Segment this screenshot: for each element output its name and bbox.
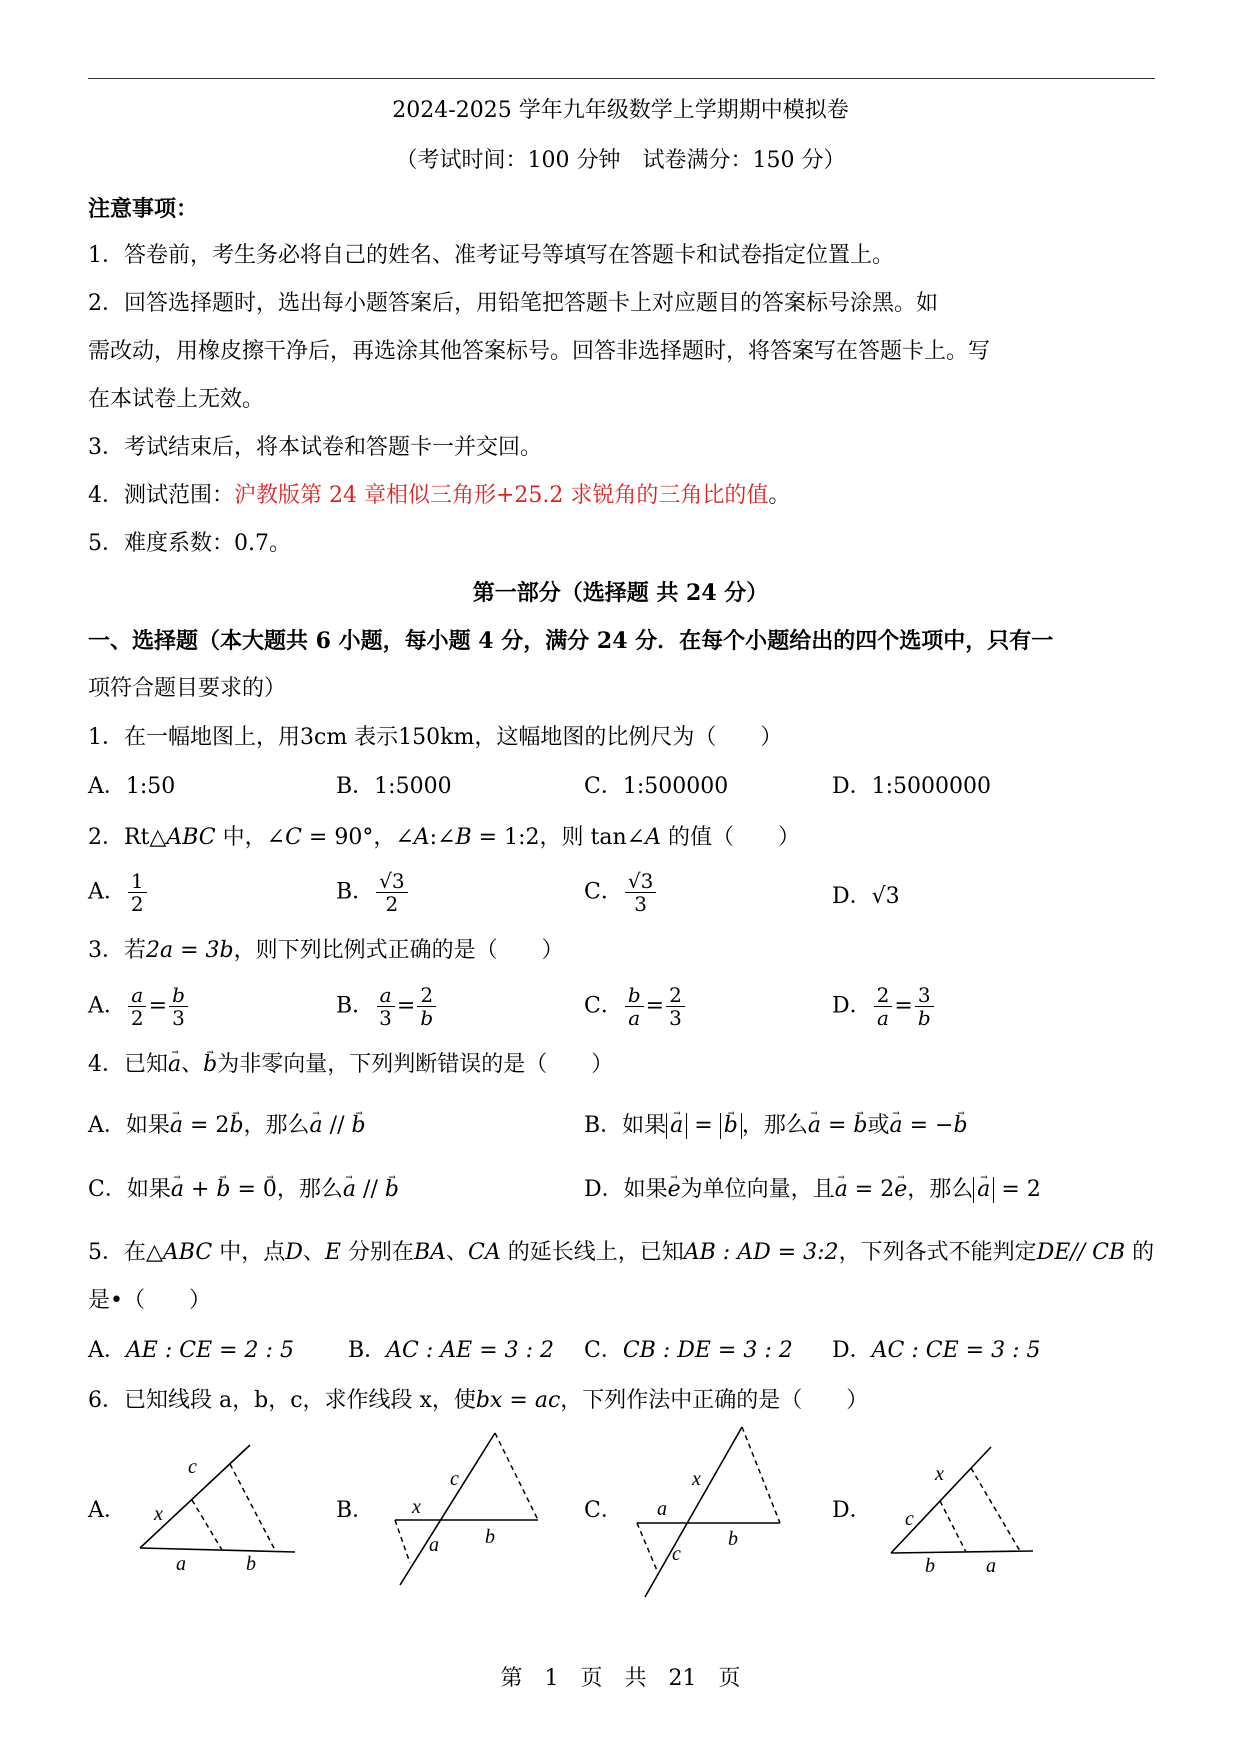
q2-stem-part: = 90°，∠ <box>301 825 414 850</box>
q1-stem: 1．在一幅地图上，用3cm 表示150km，这幅地图的比例尺为（ ） <box>88 725 783 750</box>
q2-var: A <box>413 825 430 850</box>
fig-dashed-line <box>637 1523 658 1573</box>
fig-label-x: x <box>692 1468 701 1490</box>
q5-stem-part: 、 <box>446 1240 469 1265</box>
numerator: 1 <box>128 870 147 893</box>
q5-stem-part: 中，点 <box>212 1240 286 1265</box>
section-1-line-2: 项符合题目要求的） <box>88 676 287 701</box>
option-text: ，那么 <box>741 1113 808 1138</box>
q5-ratio: AB : AD = 3:2 <box>683 1240 839 1265</box>
vector-b: → b <box>724 1113 738 1139</box>
numerator: b <box>625 984 644 1007</box>
numerator: a <box>128 984 146 1007</box>
vector-a: → a <box>977 1177 990 1203</box>
numerator: 2 <box>417 984 436 1007</box>
q5-var: D <box>285 1240 303 1265</box>
zero-vector: → 0 <box>263 1175 277 1205</box>
q3-stem <box>88 936 564 966</box>
option-label: A． <box>88 879 126 905</box>
q4-stem-part: 4．已知 <box>88 1052 168 1077</box>
q1-option-c: C．1:500000 <box>584 774 729 799</box>
q3-equation: 2a = 3b <box>146 938 234 963</box>
option-label: A． <box>88 1338 126 1363</box>
q2-stem <box>88 823 800 853</box>
option-label: C． <box>584 993 623 1019</box>
q2-stem-part: 的值（ ） <box>660 825 800 850</box>
fig-label-b: b <box>246 1553 256 1575</box>
magnitude <box>973 1177 994 1203</box>
fig-label-b: b <box>925 1555 935 1575</box>
q5-option-a <box>88 1336 294 1366</box>
q2-stem-part: 中，∠ <box>215 825 286 850</box>
vector-a: → a <box>808 1111 821 1141</box>
vector-b: → b <box>385 1175 399 1205</box>
q5-option-c <box>584 1336 793 1366</box>
vector-b: → b <box>351 1111 365 1141</box>
fig-dashed-line <box>495 1433 538 1520</box>
q5-stem-part: 、 <box>302 1240 325 1265</box>
fraction <box>625 870 656 915</box>
option-label: D． <box>832 884 872 909</box>
option-label: B． <box>348 1338 387 1363</box>
q6-option-a-label: A． <box>88 1498 126 1523</box>
option-text: ，那么 <box>243 1113 310 1138</box>
sqrt-value: √3 <box>871 884 900 909</box>
q1-option-b: B．1:5000 <box>336 774 452 799</box>
q4-option-d <box>584 1175 1041 1205</box>
vector-a: → a <box>670 1113 683 1139</box>
vector-b: → b <box>229 1111 243 1141</box>
fig-line <box>891 1551 1033 1553</box>
denominator: b <box>420 1006 434 1030</box>
denominator: a <box>628 1006 641 1030</box>
q5-var: BA <box>413 1240 446 1265</box>
fig-label-a: a <box>429 1534 439 1556</box>
q5-option-d <box>832 1336 1040 1366</box>
fig-label-a: a <box>176 1553 186 1575</box>
q3-option-b: B． $\frac{a}{3}$ = $\frac{2}{b}$ <box>336 984 438 1029</box>
q5-var: E <box>324 1240 341 1265</box>
q6-figure-a <box>130 1425 310 1575</box>
numerator: 3 <box>915 984 934 1007</box>
numerator: 2 <box>666 984 685 1007</box>
option-expr: AC : CE = 3 : 5 <box>871 1338 1041 1363</box>
numerator: b <box>169 984 188 1007</box>
q6-equation: bx = ac <box>475 1388 561 1413</box>
vector-a: → a <box>835 1175 848 1205</box>
option-text: 为单位向量，且 <box>680 1177 835 1202</box>
fraction <box>915 984 934 1029</box>
option-label: A． <box>88 993 126 1019</box>
vector-b: → b <box>203 1050 217 1080</box>
q5-stem-line-1 <box>88 1238 1154 1268</box>
option-label: D． <box>832 993 872 1019</box>
fig-dashed-line <box>192 1500 222 1550</box>
option-text: A．如果 <box>88 1113 170 1138</box>
magnitude <box>666 1113 687 1139</box>
vector-e: → e <box>668 1175 681 1205</box>
q4-stem-part: 、 <box>181 1052 204 1077</box>
option-text: = <box>820 1113 854 1138</box>
q6-option-d-label: D． <box>832 1498 872 1523</box>
q2-option-a <box>88 870 149 915</box>
q1-option-d: D．1:5000000 <box>832 774 992 799</box>
q4-stem-part: 为非零向量，下列判断错误的是（ ） <box>217 1052 614 1077</box>
fig-label-c: c <box>905 1508 914 1530</box>
fraction <box>874 984 893 1029</box>
q2-stem-part: = 1:2，则 tan∠ <box>471 825 646 850</box>
q5-stem-part: 的延长线上，已知 <box>500 1240 684 1265</box>
denominator: a <box>877 1006 889 1030</box>
notice-item-4-prefix: 4．测试范围： <box>88 483 234 508</box>
q6-figure-c <box>632 1425 792 1600</box>
fig-label-x: x <box>412 1496 421 1518</box>
q2-option-c <box>584 870 658 915</box>
option-text: = 2 <box>847 1177 895 1202</box>
option-label: D． <box>832 1338 872 1363</box>
q2-var: A <box>645 825 661 850</box>
fraction <box>376 870 407 915</box>
q6-option-b-label: B． <box>336 1498 375 1523</box>
option-expr: CB : DE = 3 : 2 <box>622 1338 793 1363</box>
option-text: B．如果 <box>584 1113 667 1138</box>
notice-item-2-line-3: 在本试卷上无效。 <box>88 387 265 412</box>
option-text: = <box>230 1177 263 1202</box>
option-text: = − <box>902 1113 954 1138</box>
option-expr: AE : CE = 2 : 5 <box>125 1338 294 1363</box>
denominator: b <box>917 1006 931 1030</box>
q4-option-a <box>88 1111 366 1141</box>
option-text: 或 <box>867 1113 890 1138</box>
option-label: C． <box>584 1338 623 1363</box>
fig-dashed-line <box>940 1501 966 1552</box>
fig-dashed-line <box>971 1468 1020 1551</box>
numerator: √3 <box>376 870 407 893</box>
option-text: + <box>183 1177 217 1202</box>
q2-option-b <box>336 870 410 915</box>
q6-figure-d <box>883 1425 1043 1575</box>
denominator: 3 <box>172 1006 185 1030</box>
q5-stem-part: 的 <box>1125 1240 1155 1265</box>
option-label: C． <box>584 879 623 905</box>
q3-option-a: A． $\frac{a}{2}$ = $\frac{b}{3}$ <box>88 984 190 1029</box>
fig-dashed-line <box>230 1464 276 1552</box>
q3-option-d: D． $\frac{2}{a}$ = $\frac{3}{b}$ <box>832 984 936 1029</box>
fig-label-c: c <box>188 1456 197 1478</box>
numerator: a <box>377 984 395 1007</box>
q2-option-d <box>832 882 900 912</box>
option-text: = 2 <box>994 1177 1041 1202</box>
notice-item-4-suffix: 。 <box>768 483 791 508</box>
option-text: // <box>322 1113 352 1138</box>
fig-label-x: x <box>935 1463 944 1485</box>
q6-stem-part: 6．已知线段 a，b，c，求作线段 x，使 <box>88 1388 476 1413</box>
q5-stem-part: 分别在 <box>340 1240 414 1265</box>
option-label: B． <box>336 993 375 1019</box>
part-1-title: 第一部分（选择题 共 24 分） <box>472 580 769 606</box>
q5-stem-line-2: 是•（ ） <box>88 1288 211 1313</box>
notice-heading: 注意事项： <box>88 196 199 222</box>
q2-stem-part: 2．Rt△ <box>88 825 167 850</box>
option-text: ，那么 <box>907 1177 974 1202</box>
option-text: = 2 <box>183 1113 230 1138</box>
vector-b: → b <box>853 1111 867 1141</box>
fig-label-c: c <box>672 1543 681 1565</box>
denominator: 2 <box>385 892 399 916</box>
q2-triangle-name: ABC <box>166 825 216 850</box>
vector-e: → e <box>894 1175 907 1205</box>
q3-option-c: C． $\frac{b}{a}$ = $\frac{2}{3}$ <box>584 984 687 1029</box>
magnitude <box>720 1113 742 1139</box>
notice-item-5: 5．难度系数：0.7。 <box>88 531 291 556</box>
q6-option-c-label: C． <box>584 1498 623 1523</box>
numerator: √3 <box>625 870 656 893</box>
fraction <box>128 870 147 915</box>
denominator: 2 <box>130 1006 144 1030</box>
q4-option-c <box>88 1175 399 1205</box>
denominator: 3 <box>634 892 647 916</box>
vector-a: → a <box>170 1111 183 1141</box>
denominator: 3 <box>379 1006 392 1030</box>
notice-item-2-line-1: 2．回答选择题时，选出每小题答案后，用铅笔把答题卡上对应题目的答案标号涂黑。如 <box>88 291 938 316</box>
option-text: C．如果 <box>88 1177 171 1202</box>
denominator: 3 <box>669 1006 682 1030</box>
option-label: B． <box>336 879 375 905</box>
option-text: // <box>356 1177 385 1202</box>
q3-stem-part: ，则下列比例式正确的是（ ） <box>233 938 564 963</box>
test-scope: 沪教版第 24 章相似三角形+25.2 求锐角的三角比的值 <box>234 483 769 508</box>
vector-a: → a <box>343 1175 356 1205</box>
fig-dashed-line <box>742 1427 780 1523</box>
section-1-line-1: 一、选择题（本大题共 6 小题，每小题 4 分，满分 24 分．在每个小题给出的四个选项中，只有一 <box>88 628 1054 654</box>
fraction <box>625 984 644 1029</box>
denominator: 2 <box>130 892 144 916</box>
vector-a: → a <box>168 1050 181 1080</box>
q3-stem-part: 3．若 <box>88 938 146 963</box>
q6-figure-b <box>385 1425 550 1590</box>
page-footer: 第 1 页 共 21 页 <box>500 1666 741 1691</box>
fraction <box>169 984 188 1029</box>
fraction <box>128 984 147 1029</box>
notice-item-1: 1．答卷前，考生务必将自己的姓名、准考证号等填写在答题卡和试卷指定位置上。 <box>88 243 894 268</box>
fig-line <box>140 1548 295 1552</box>
exam-subtitle: （考试时间：100 分钟 试卷满分：150 分） <box>395 148 846 173</box>
fraction <box>417 984 436 1029</box>
q5-var: ABC <box>162 1240 213 1265</box>
fraction <box>376 984 395 1029</box>
vector-a: → a <box>889 1111 902 1141</box>
q2-stem-part: :∠ <box>429 825 456 850</box>
vector-a: → a <box>171 1175 184 1205</box>
q2-var: B <box>455 825 472 850</box>
option-text: = <box>687 1113 720 1138</box>
fig-label-a: a <box>986 1555 996 1575</box>
fig-label-a: a <box>657 1498 667 1520</box>
fig-label-b: b <box>485 1526 495 1548</box>
notice-item-2-line-2: 需改动，用橡皮擦干净后，再选涂其他答案标号。回答非选择题时，将答案写在答题卡上。写 <box>88 339 991 364</box>
option-text: ，那么 <box>276 1177 343 1202</box>
q5-stem-part: 5．在△ <box>88 1240 163 1265</box>
header-rule <box>88 78 1155 79</box>
q2-var: C <box>285 825 302 850</box>
option-expr: AC : AE = 3 : 2 <box>386 1338 555 1363</box>
fraction <box>666 984 685 1029</box>
notice-item-4 <box>88 481 790 511</box>
vector-b: → b <box>953 1111 967 1141</box>
q6-stem <box>88 1386 868 1416</box>
q5-var: CA <box>468 1240 501 1265</box>
vector-a: → a <box>310 1111 323 1141</box>
fig-label-x: x <box>154 1503 163 1525</box>
vector-b: → b <box>216 1175 230 1205</box>
fig-label-c: c <box>450 1468 459 1490</box>
q4-stem <box>88 1050 613 1080</box>
exam-title: 2024-2025 学年九年级数学上学期期中模拟卷 <box>392 98 849 123</box>
q5-option-b <box>348 1336 554 1366</box>
q1-option-a: A．1:50 <box>88 774 176 799</box>
q4-option-b <box>584 1111 968 1141</box>
fig-dashed-line <box>395 1520 410 1563</box>
q5-stem-part: ，下列各式不能判定 <box>838 1240 1037 1265</box>
fig-label-b: b <box>728 1528 738 1550</box>
q5-var: DE// CB <box>1036 1240 1126 1265</box>
q6-stem-part: ，下列作法中正确的是（ ） <box>560 1388 869 1413</box>
option-text: D．如果 <box>584 1177 668 1202</box>
notice-item-3: 3．考试结束后，将本试卷和答题卡一并交回。 <box>88 435 542 460</box>
numerator: 2 <box>874 984 893 1007</box>
